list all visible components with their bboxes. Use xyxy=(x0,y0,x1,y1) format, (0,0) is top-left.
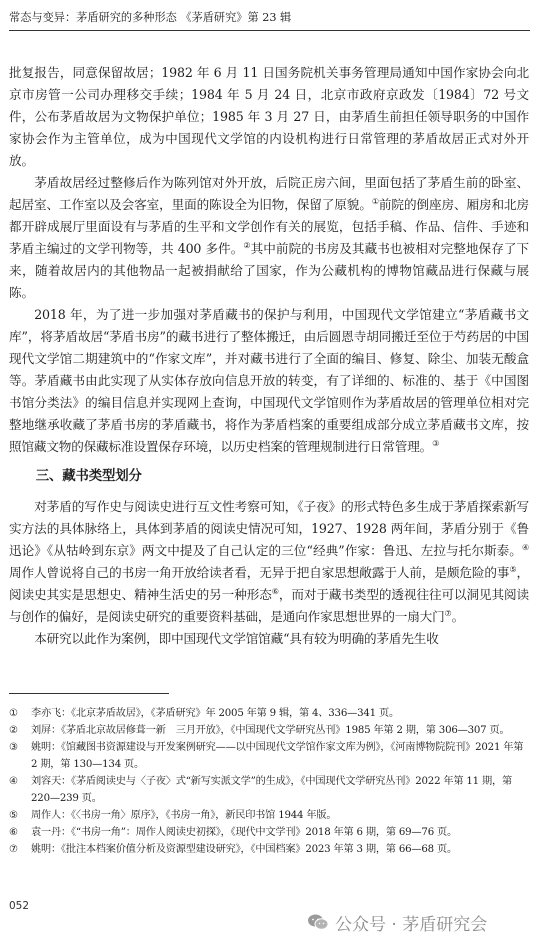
footnote-rule xyxy=(9,693,169,694)
paragraph-text: 茅盾故居经过整修后作为陈列馆对外开放，后院正房六间，里面包括了茅盾生前的卧室、起居室、工作室以及会客室，里面的陈设全为旧物，保留了原貌。 xyxy=(9,175,529,212)
footnote-number: ④ xyxy=(9,776,18,787)
footnote-text: 姚明：《批注本档案价值分析及资源型建设研究》，《中国档案》2023 年第 3 期，第 66—68 页。 xyxy=(31,844,457,855)
footnote xyxy=(9,807,529,824)
footnote xyxy=(9,705,529,722)
paragraph-text: 前院的倒座房、厢房和北房都开辟成展厅里面设有与茅盾的生平和文学创作有关的展览，包括手稿、作品、信件、手迹和茅盾主编过的文学刊物等，共 400 多件。 xyxy=(9,197,529,256)
paragraph-text: 对茅盾的写作史与阅读史进行互文性考察可知，《子夜》的形式特色多生成于茅盾探索新写实方法的具体脉络上，具体到茅盾的阅读史情况可知，1927、1928 两年间，茅盾分别于《鲁迅论》《从牯岭到东京》两文中提及了自己认定的三位“经典”作家：鲁迅、左拉与托尔斯泰。 xyxy=(9,499,529,558)
footnote-marker: ③ xyxy=(432,438,440,448)
footnote xyxy=(9,773,529,807)
footnote-number: ⑥ xyxy=(9,827,18,838)
footnote-number: ⑤ xyxy=(9,810,18,821)
footnote xyxy=(9,722,529,739)
body-paragraph: 批复报告，同意保留故居；1982 年 6 月 11 日国务院机关事务管理局通知中国作家协会向北京市房管一公司办理移交手续；1984 年 5 月 24 日，北京市政府京政发〔1984〕72 号文件，公布茅盾故居为文物保护单位；1985 年 3 月 27 日，由茅盾生前担任领导职务的中国作家协会作为主管单位，成为中国现代文学馆的内设机构进行日常管理的茅盾故居正式对外开放。 xyxy=(9,65,529,168)
footnote-number: ① xyxy=(9,708,18,719)
wechat-icon xyxy=(307,913,329,931)
footnote-text: 姚明：《馆藏图书资源建设与开发案例研究——以中国现代文学馆作家文库为例》，《河南博物院院刊》2021 年第 2 期，第 130—134 页。 xyxy=(31,742,524,770)
section-heading: 三、藏书类型划分 xyxy=(35,469,142,484)
footnote-marker: ⑤ xyxy=(509,564,517,574)
paragraph-text: 本研究以此作为案例，即中国现代文学馆馆藏“具有较为明确的茅盾先生收 xyxy=(34,631,439,646)
footnote-text: 袁一丹：《“书房一角”：周作人阅读史初探》，《现代中文学刊》2018 年第 6 期，第 69—76 页。 xyxy=(31,827,457,838)
paragraph-text: 周作人曾说将自己的书房一角开放给读者看，无异于把自家思想敞露于人前，是颇危险的事 xyxy=(9,565,510,580)
footnote-text: 李亦飞：《北京茅盾故居》，《茅盾研究》年 2005 年第 9 辑，第 4、336—341 页。 xyxy=(31,708,399,719)
footnote-marker: ② xyxy=(243,240,251,250)
watermark xyxy=(307,910,487,934)
body-paragraph xyxy=(9,172,529,304)
footnote-text: 周作人：《〈书房一角〉原序》，《书房一角》，新民印书馆 1944 年版。 xyxy=(31,810,337,821)
running-head: 常态与变异：茅盾研究的多种形态 《茅盾研究》第 23 辑 xyxy=(9,11,292,24)
footnote xyxy=(9,824,529,841)
footnote xyxy=(9,739,529,773)
paragraph-text: ，而对于藏书类型的透视往往可以洞见其阅读与创作的偏好，是阅读史研究的重要资料基础，是通向作家思想世界的一扇大门 xyxy=(9,587,529,624)
paragraph-text: 2018 年，为了进一步加强对茅盾藏书的保护与利用，中国现代文学馆建立“茅盾藏书文库”，将茅盾故居“茅盾书房”的藏书进行了整体搬迁，由后圆恩寺胡同搬迁至位于芍药居的中国现代文学馆二期建筑中的“作家文库”，并对藏书进行了全面的编目、修复、除尘、加装无酸盒等。茅盾藏书由此实现了从实体存放向信息开放的转变，有了详细的、标准的、基于《中国图书馆分类法》的编目信息并实现网上查询，中国现代文学馆则作为茅盾故居的管理单位相对完整地继承收藏了茅盾书房的茅盾藏书，将作为茅盾档案的重要组成部分成立茅盾藏书文库，按照馆藏文物的保藏标准设置保存环境，以历史档案的管理规制进行日常管理。 xyxy=(9,307,529,454)
footnote-number: ③ xyxy=(9,742,18,753)
body-paragraph xyxy=(9,304,529,458)
footnote-marker: ⑥ xyxy=(271,586,279,596)
footnote-number: ② xyxy=(9,725,18,736)
footnote xyxy=(9,841,529,858)
footnote-text: 刘容天：《茅盾阅读史与〈子夜〉式“新写实派文学”的生成》，《中国现代文学研究丛刊》2022 年第 11 期，第 220—239 页。 xyxy=(31,776,512,804)
footnote-marker: ① xyxy=(371,196,379,206)
paragraph-text: 。 xyxy=(451,609,465,624)
footnote-text: 刘屏：《茅盾北京故居修葺一新 三月开放》，《中国现代文学研究丛刊》1985 年第 2 期，第 306—307 页。 xyxy=(31,725,510,736)
footnote-number: ⑦ xyxy=(9,844,18,855)
footnote-marker: ④ xyxy=(521,542,529,552)
article-body xyxy=(9,62,529,650)
header-rule xyxy=(9,30,530,31)
body-paragraph xyxy=(9,628,529,650)
paragraph-text: 其中前院的书房及其藏书也被相对完整地保存了下来，随着故居内的其他物品一起被捐献给了国家，作为公藏机构的博物馆藏品进行保藏与展陈。 xyxy=(9,241,529,300)
footnote-marker: ⑦ xyxy=(444,608,452,618)
watermark-text: 公众号 · 茅盾研究会 xyxy=(335,914,488,935)
footnotes xyxy=(9,705,529,858)
body-paragraph xyxy=(9,496,529,628)
page-number: 052 xyxy=(9,900,30,912)
paragraph-text: ，阅读史其实是思想史、精神生活史的另一种形态 xyxy=(9,565,529,602)
